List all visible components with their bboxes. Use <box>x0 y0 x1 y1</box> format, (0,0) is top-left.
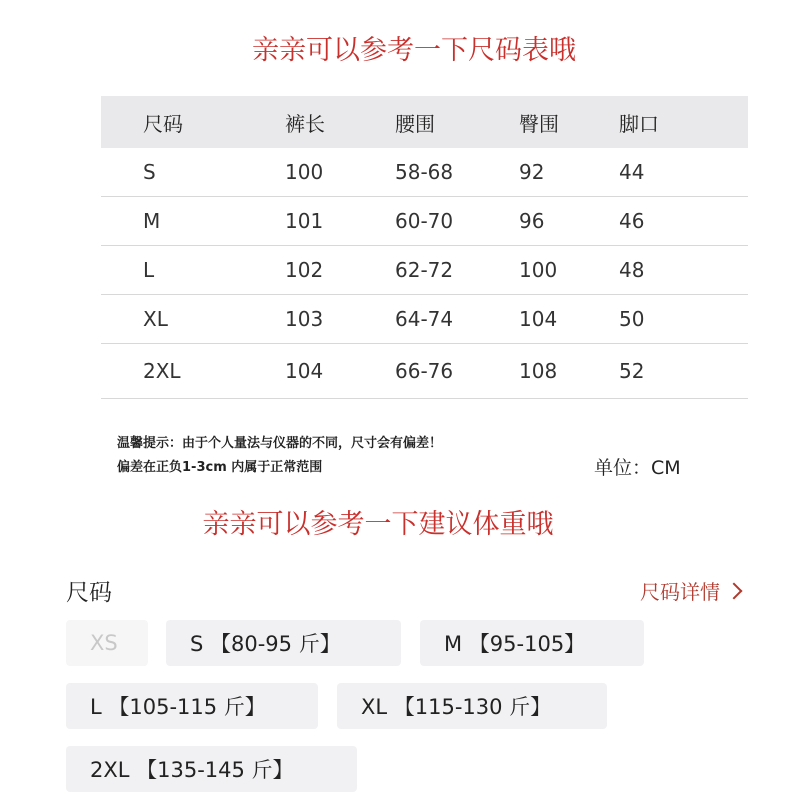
header-size: 尺码 <box>101 96 285 148</box>
cell-size: L <box>101 246 285 295</box>
size-chart-table <box>101 96 748 399</box>
cell-size: XL <box>101 295 285 344</box>
cell-length: 103 <box>285 295 395 344</box>
weight-title: 亲亲可以参考一下建议体重哦 <box>202 509 554 540</box>
cell-hem: 50 <box>619 295 748 344</box>
size-option-label: S 【80-95 斤】 <box>190 632 341 656</box>
measurement-note <box>117 432 442 480</box>
note-line-1: 温馨提示：由于个人量法与仪器的不同，尺寸会有偏差！ <box>117 436 443 451</box>
note-line-2: 偏差在正负1-3cm 内属于正常范围 <box>117 460 323 475</box>
size-selector-label: 尺码 <box>66 580 112 606</box>
size-option-xs[interactable] <box>66 620 148 666</box>
size-details-link[interactable] <box>640 576 740 605</box>
size-option-label: 2XL 【135-145 斤】 <box>90 758 294 782</box>
cell-hem: 44 <box>619 148 748 197</box>
table-header-row <box>101 96 748 148</box>
cell-waist: 66-76 <box>395 344 519 399</box>
cell-hem: 52 <box>619 344 748 399</box>
size-option-label: XS <box>90 631 118 655</box>
table-row <box>101 197 748 246</box>
cell-length: 104 <box>285 344 395 399</box>
table-row <box>101 344 748 399</box>
cell-hip: 108 <box>519 344 619 399</box>
size-option-2xl[interactable] <box>66 746 357 792</box>
size-option-label: XL 【115-130 斤】 <box>361 695 552 719</box>
header-waist: 腰围 <box>395 96 519 148</box>
size-option-xl[interactable] <box>337 683 607 729</box>
chevron-right-icon <box>726 582 743 599</box>
cell-hem: 48 <box>619 246 748 295</box>
cell-size: S <box>101 148 285 197</box>
table-row <box>101 246 748 295</box>
header-hem: 脚口 <box>619 96 748 148</box>
cell-size: 2XL <box>101 344 285 399</box>
cell-hip: 104 <box>519 295 619 344</box>
cell-waist: 60-70 <box>395 197 519 246</box>
size-option-label: M 【95-105】 <box>444 632 586 656</box>
cell-hip: 96 <box>519 197 619 246</box>
cell-hem: 46 <box>619 197 748 246</box>
cell-length: 101 <box>285 197 395 246</box>
cell-length: 102 <box>285 246 395 295</box>
table-row <box>101 148 748 197</box>
header-hip: 臀围 <box>519 96 619 148</box>
size-option-m[interactable] <box>420 620 644 666</box>
cell-size: M <box>101 197 285 246</box>
size-option-l[interactable] <box>66 683 318 729</box>
size-details-label: 尺码详情 <box>640 580 720 604</box>
cell-length: 100 <box>285 148 395 197</box>
size-option-label: L 【105-115 斤】 <box>90 695 266 719</box>
cell-waist: 62-72 <box>395 246 519 295</box>
size-chart-title: 亲亲可以参考一下尺码表哦 <box>252 35 576 66</box>
unit-label: 单位：CM <box>594 457 681 479</box>
size-option-s[interactable] <box>166 620 401 666</box>
cell-waist: 64-74 <box>395 295 519 344</box>
cell-waist: 58-68 <box>395 148 519 197</box>
table-row <box>101 295 748 344</box>
cell-hip: 92 <box>519 148 619 197</box>
cell-hip: 100 <box>519 246 619 295</box>
header-length: 裤长 <box>285 96 395 148</box>
